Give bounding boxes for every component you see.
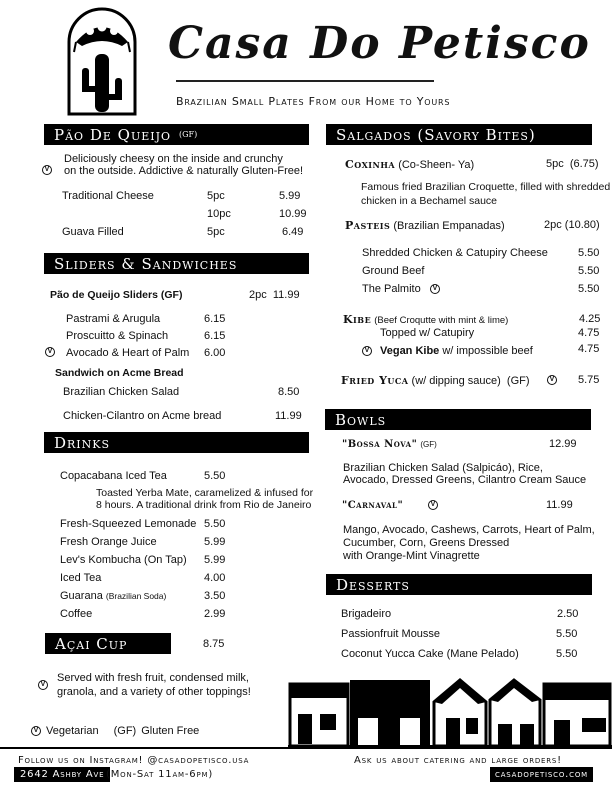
item-note: (Beef Croqutte with mint & lime) xyxy=(374,315,509,326)
item-note: (w/ dipping sauce) (GF) xyxy=(411,375,530,387)
vegetarian-icon: V xyxy=(45,347,55,357)
section-title: Pão De Queijo xyxy=(54,125,172,144)
section-header-salgados xyxy=(326,124,592,145)
section-header-desserts xyxy=(326,574,592,595)
item-name: Pastrami & Arugula xyxy=(66,313,161,325)
item-name: Brigadeiro xyxy=(341,608,392,620)
item-name: Coffee xyxy=(60,608,93,620)
item-description: chicken in a Bechamel sauce xyxy=(361,195,497,207)
section-title: Drinks xyxy=(54,433,111,452)
item-name: Guava Filled xyxy=(62,226,124,238)
item-name: Fried Yuca xyxy=(341,374,409,387)
section-header-drinks xyxy=(44,432,309,453)
item-name: Copacabana Iced Tea xyxy=(60,470,167,482)
vegetarian-icon: V xyxy=(42,165,52,175)
item-price: 6.15 xyxy=(204,330,226,342)
item-price: 8.50 xyxy=(278,386,300,398)
vegetarian-icon: V xyxy=(428,500,438,510)
item-name: Proscuitto & Spinach xyxy=(66,330,169,342)
sandwich-title: Sandwich on Acme Bread xyxy=(55,367,184,379)
legend-gf-code: (GF) xyxy=(113,725,137,737)
item-price: 2.99 xyxy=(204,608,226,620)
item-name: Passionfruit Mousse xyxy=(341,628,441,640)
cactus-arch-logo-icon xyxy=(66,6,138,116)
item-qty: 5pc xyxy=(207,190,225,202)
item-price: 3.50 xyxy=(204,590,226,602)
item-name-text: Guarana xyxy=(60,590,103,602)
instagram-text: Follow us on Instagram! @casadopetisco.usa xyxy=(18,755,250,766)
vegetarian-icon: V xyxy=(38,680,48,690)
item-price: 10.99 xyxy=(279,208,307,220)
item-price: 4.75 xyxy=(578,343,600,355)
acai-description: granola, and a variety of other toppings! xyxy=(57,686,251,698)
slider-price: 2pc 11.99 xyxy=(249,289,300,301)
address: 2642 Ashby Ave xyxy=(14,767,110,782)
item-name: Iced Tea xyxy=(60,572,102,584)
item-description: 8 hours. A traditional drink from Rio de Janeiro xyxy=(96,499,312,511)
bowl-description: Cucumber, Corn, Greens Dressed xyxy=(343,537,510,549)
item-name: Brazilian Chicken Salad xyxy=(63,386,180,398)
hours: (Mon-Sat 11am-6pm) xyxy=(106,769,214,780)
legend-vegetarian: Vegetarian xyxy=(46,725,99,737)
item-name: Traditional Cheese xyxy=(62,190,154,202)
vegan-kibe-row xyxy=(380,345,533,358)
item-name: Topped w/ Catupiry xyxy=(380,327,475,339)
bossa-nova-row xyxy=(342,438,437,451)
item-name: Shredded Chicken & Catupiry Cheese xyxy=(362,247,548,259)
bowl-name: "Carnaval" xyxy=(342,500,404,511)
gf-tag: (GF) xyxy=(179,130,198,139)
village-houses-icon xyxy=(288,674,612,748)
item-price: 5.50 xyxy=(578,265,600,277)
item-price: 5.50 xyxy=(204,518,226,530)
acai-description: Served with fresh fruit, condensed milk, xyxy=(57,672,249,684)
acai-price: 8.75 xyxy=(203,638,225,650)
item-name: Ground Beef xyxy=(362,265,425,277)
footer-divider xyxy=(0,747,612,749)
item-price: 6.49 xyxy=(282,226,304,238)
bowl-description: Mango, Avocado, Cashews, Carrots, Heart of Palm, xyxy=(343,524,595,536)
catering-text: Ask us about catering and large orders! xyxy=(354,755,562,766)
website-link[interactable]: casadopetisco.com xyxy=(490,767,593,782)
item-name: Kibe xyxy=(343,313,372,326)
item-price: 5.50 xyxy=(578,283,600,295)
slider-title: Pão de Queijo Sliders (GF) xyxy=(50,289,183,301)
vegetarian-icon: V xyxy=(362,346,372,356)
vegetarian-icon: V xyxy=(430,284,440,294)
bowl-description: Avocado, Dressed Greens, Cilantro Cream Sauce xyxy=(343,474,587,486)
bowl-description: Brazilian Chicken Salad (Salpicáo), Rice, xyxy=(343,462,543,474)
item-name: Lev's Kombucha (On Tap) xyxy=(60,554,187,566)
legend-gluten-free: Gluten Free xyxy=(141,725,200,737)
legend xyxy=(31,725,199,737)
item-note: w/ impossible beef xyxy=(442,345,533,357)
item-description: Famous fried Brazilian Croquette, filled with shredded xyxy=(361,181,611,193)
item-price: 5.50 xyxy=(556,648,578,660)
section-title: Desserts xyxy=(336,575,410,594)
item-name: Vegan Kibe xyxy=(380,345,440,357)
item-price: 4.75 xyxy=(578,327,600,339)
item-name xyxy=(60,590,166,603)
item-name: Pasteis xyxy=(345,219,391,232)
item-qty: 10pc xyxy=(207,208,231,220)
item-price: 5.99 xyxy=(279,190,301,202)
section-title: Salgados (Savory Bites) xyxy=(336,125,536,144)
item-note: (Brazilian Empanadas) xyxy=(393,220,505,232)
coxinha-row xyxy=(345,158,474,172)
item-price: 5.50 xyxy=(204,470,226,482)
vegetarian-icon: V xyxy=(547,375,557,385)
item-price: 6.00 xyxy=(204,347,226,359)
item-price: 2.50 xyxy=(557,608,579,620)
title-divider xyxy=(176,80,434,82)
section-title: Sliders & Sandwiches xyxy=(54,254,238,273)
section-header-acai xyxy=(45,633,171,654)
item-price: 4.25 xyxy=(579,313,601,325)
item-description: Toasted Yerba Mate, caramelized & infused for xyxy=(96,487,314,499)
item-name: Coconut Yucca Cake (Mane Pelado) xyxy=(341,648,519,660)
item-price: 5.99 xyxy=(204,536,226,548)
gf-tag: (GF) xyxy=(420,440,437,449)
item-price: 5pc (6.75) xyxy=(546,158,599,170)
section-header-pao-de-queijo xyxy=(44,124,309,145)
restaurant-title: Casa Do Petisco xyxy=(168,18,591,69)
section-header-sliders xyxy=(44,253,309,274)
houses-illustration xyxy=(288,674,612,748)
tagline: Brazilian Small Plates From our Home to Yours xyxy=(176,95,451,108)
description: Deliciously cheesy on the inside and crunchy xyxy=(64,153,283,165)
bowl-price: 11.99 xyxy=(546,499,573,511)
item-price: 6.15 xyxy=(204,313,226,325)
vegetarian-icon: V xyxy=(31,726,41,736)
item-name: The Palmito xyxy=(362,283,421,295)
item-price: 5.50 xyxy=(578,247,600,259)
item-price: 4.00 xyxy=(204,572,226,584)
section-title: Bowls xyxy=(335,410,387,429)
item-note: (Brazilian Soda) xyxy=(105,591,167,601)
item-price: 5.99 xyxy=(204,554,226,566)
bowl-name: "Bossa Nova" xyxy=(342,439,418,450)
item-price: 2pc (10.80) xyxy=(544,219,600,231)
item-name: Fresh Orange Juice xyxy=(60,536,157,548)
item-price: 5.50 xyxy=(556,628,578,640)
item-name: Avocado & Heart of Palm xyxy=(66,347,190,359)
section-header-bowls xyxy=(325,409,591,430)
item-name: Chicken-Cilantro on Acme bread xyxy=(63,410,222,422)
logo xyxy=(66,6,138,116)
yuca-row xyxy=(341,374,530,388)
item-price: 11.99 xyxy=(275,410,302,422)
bowl-price: 12.99 xyxy=(549,438,577,450)
kibe-row xyxy=(343,313,508,327)
bowl-description: with Orange-Mint Vinagrette xyxy=(343,550,480,562)
description: on the outside. Addictive & naturally Gluten-Free! xyxy=(64,165,304,177)
item-price: 5.75 xyxy=(578,374,600,386)
item-name: Fresh-Squeezed Lemonade xyxy=(60,518,197,530)
item-note: (Co-Sheen- Ya) xyxy=(398,159,475,171)
item-qty: 5pc xyxy=(207,226,225,238)
section-title: Açai Cup xyxy=(55,634,128,653)
pasteis-row xyxy=(345,219,505,233)
item-name: Coxinha xyxy=(345,158,396,171)
